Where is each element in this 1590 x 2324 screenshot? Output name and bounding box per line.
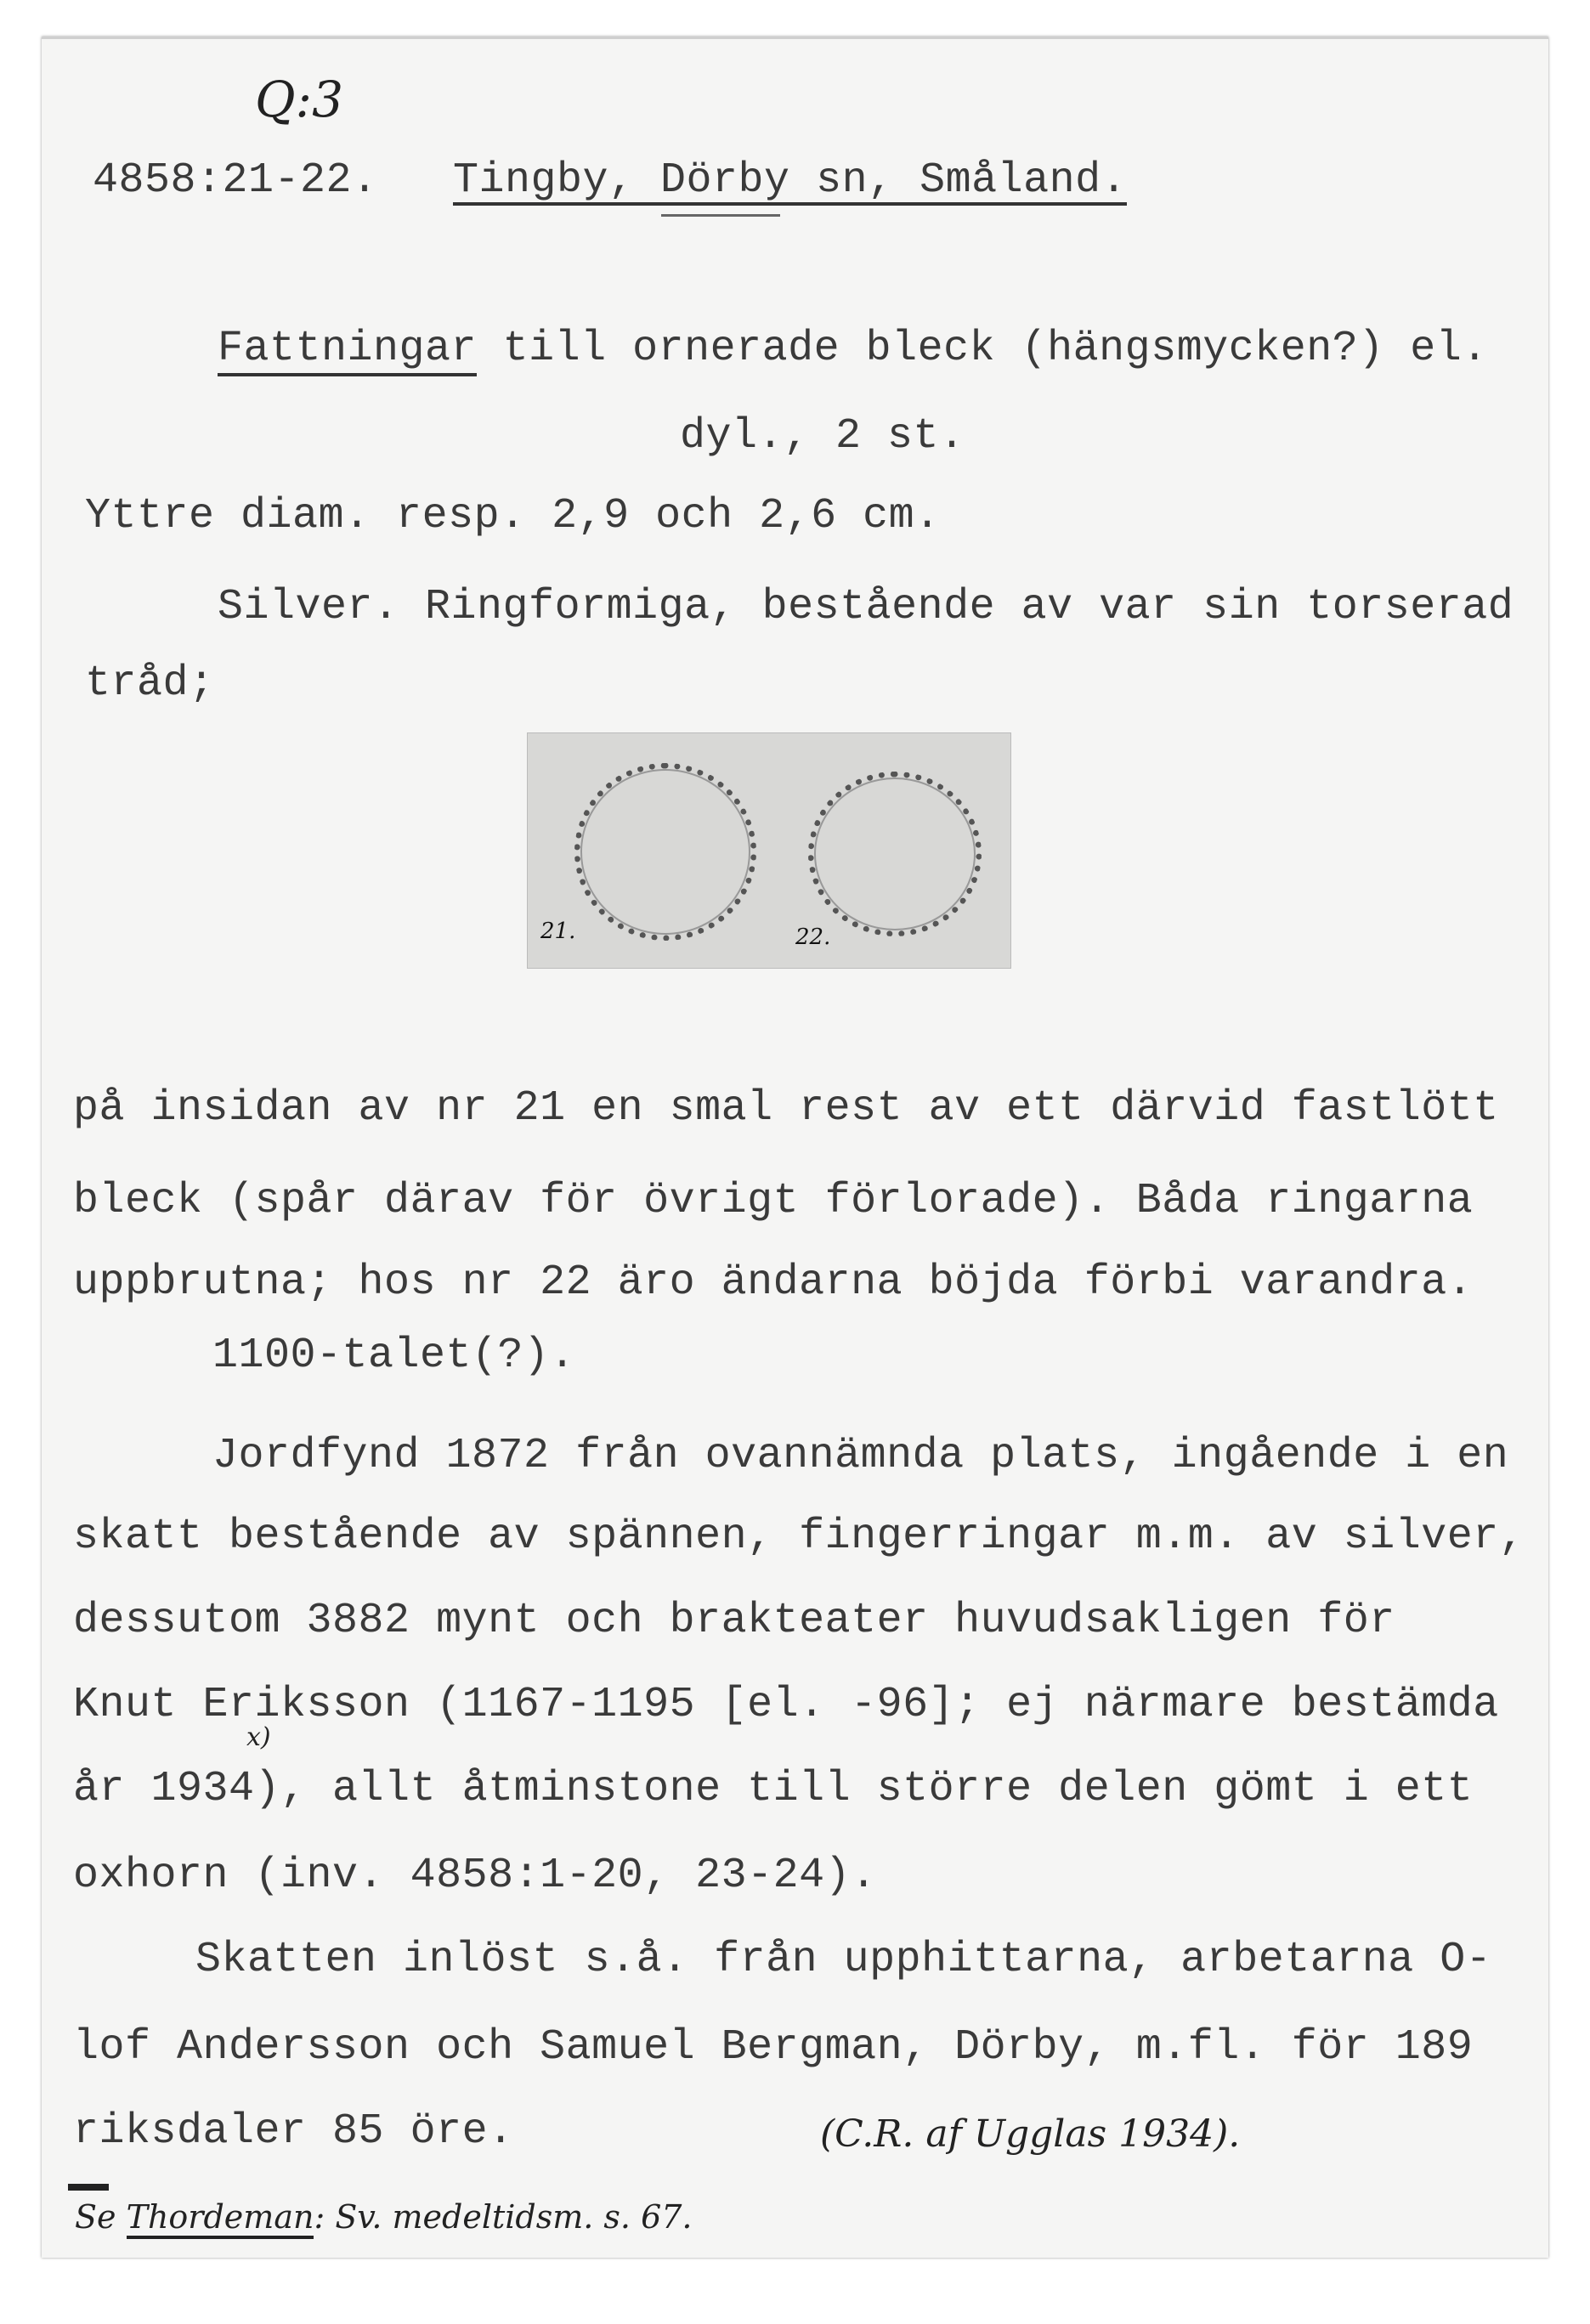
footnote-marker: x)	[246, 1722, 271, 1752]
ring-22	[808, 772, 982, 936]
text-line: Knut Eriksson (1167-1195 [el. -96]; ej närmare bestämda	[73, 1681, 1499, 1729]
text-line: på insidan av nr 21 en smal rest av ett därvid fastlött	[73, 1084, 1499, 1133]
text-line: 1100-talet(?).	[212, 1332, 576, 1380]
inventory-number: 4858:21-22.	[93, 156, 378, 205]
footnote-reference: : Sv. medeltidsm. s. 67.	[314, 2198, 693, 2236]
footnote	[75, 2198, 693, 2236]
text-line: Yttre diam. resp. 2,9 och 2,6 cm.	[85, 492, 941, 540]
footnote-author: Thordeman	[127, 2198, 314, 2239]
object-title-rest: till ornerade bleck (hängsmycken?) el.	[477, 325, 1488, 373]
text-line: uppbrutna; hos nr 22 äro ändarna böjda förbi varandra.	[73, 1258, 1474, 1307]
footnote-prefix: Se	[75, 2198, 127, 2236]
text-line: skatt bestående av spännen, fingerringar m.m. av silver,	[73, 1513, 1525, 1561]
text-line: dessutom 3882 mynt och brakteater huvudsakligen för	[73, 1597, 1395, 1645]
text-line: Jordfynd 1872 från ovannämnda plats, ingående i en	[212, 1432, 1509, 1480]
photo-label-21: 21.	[540, 919, 576, 944]
text-line: tråd;	[85, 659, 215, 708]
object-title-underlined: Fattningar	[218, 325, 477, 376]
object-title	[218, 325, 1488, 373]
text-line: Skatten inlöst s.å. från upphittarna, arbetarna O-	[195, 1936, 1492, 1984]
artifact-photo	[527, 732, 1011, 969]
text-line: Silver. Ringformiga, bestående av var sin torserad	[218, 583, 1514, 631]
text-line: år 1934), allt åtminstone till större delen gömt i ett	[73, 1765, 1474, 1813]
underline-mark	[661, 214, 780, 217]
object-title-line2: dyl., 2 st.	[680, 412, 965, 461]
footnote-bar	[68, 2184, 109, 2191]
text-line: lof Andersson och Samuel Bergman, Dörby, m.fl. för 189	[73, 2023, 1474, 2072]
ring-21	[574, 763, 756, 941]
author-note: (C.R. af Ugglas 1934).	[820, 2112, 1241, 2156]
text-line: riksdaler 85 öre.	[73, 2107, 514, 2156]
photo-label-22: 22.	[795, 925, 831, 950]
text-line: oxhorn (inv. 4858:1-20, 23-24).	[73, 1852, 877, 1900]
catalog-mark: Q:3	[255, 71, 343, 128]
find-location: Tingby, Dörby sn, Småland.	[453, 156, 1128, 205]
text-line: bleck (spår därav för övrigt förlorade). Båda ringarna	[73, 1177, 1474, 1225]
